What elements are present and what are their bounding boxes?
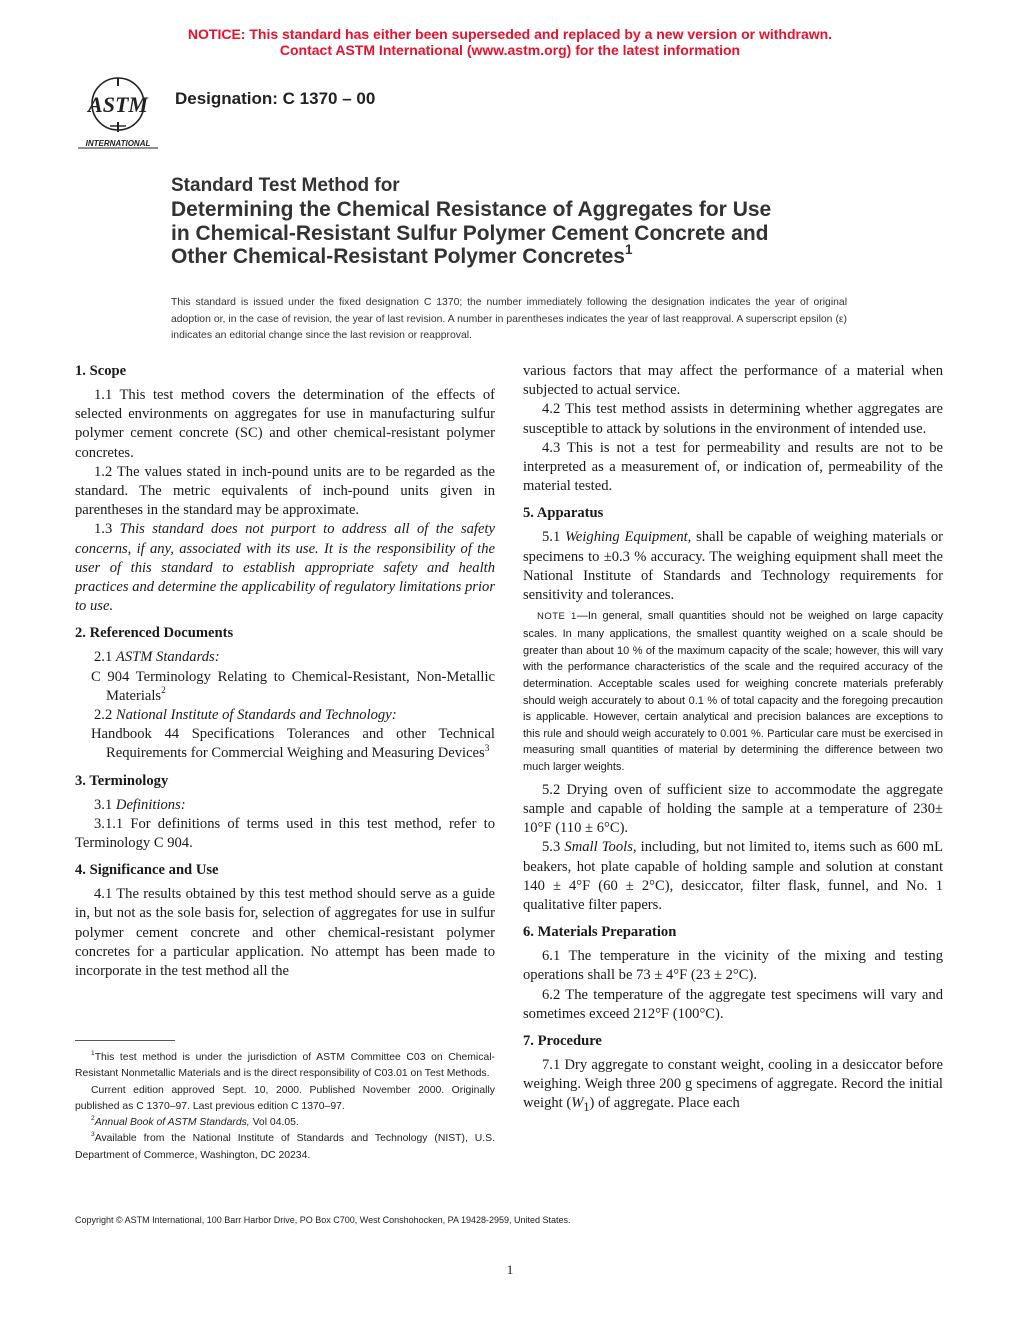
paragraph-4-1: 4.1 The results obtained by this test method should serve as a guide in, but not as the sole basis for, selection of aggregates for use in sulfur polymer cement concrete and other chemical-resistant polymer concretes for a particular application. No attempt has been made to incorporate in the test method all the bbox=[75, 886, 495, 980]
paragraph-5-3-number: 5.3 bbox=[542, 839, 561, 856]
reference-c904-ref: 2 bbox=[161, 686, 166, 697]
logo-subtext: INTERNATIONAL bbox=[85, 139, 151, 148]
reference-handbook-text: Handbook 44 Specifications Tolerances and other Technical Requirements for Commercial Weighing and Measuring Devices bbox=[91, 726, 495, 762]
footnote-3-text: Available from the National Institute of Standards and Technology (NIST), U.S. Department of Commerce, Washington, DC 20234. bbox=[75, 1133, 495, 1161]
title-line-1: Determining the Chemical Resistance of Aggregates for Use bbox=[171, 198, 772, 221]
right-column bbox=[523, 362, 943, 1118]
paragraph-1-1: 1.1 This test method covers the determination of the effects of selected environments on aggregates for use in manufacturing sulfur polymer cement concrete (SC) and other chemical-resistant polymer concretes. bbox=[75, 387, 495, 461]
footnote-1-ref: 1 bbox=[91, 1049, 95, 1057]
designation: Designation: C 1370 – 00 bbox=[175, 89, 376, 108]
section-heading-materials: 6. Materials Preparation bbox=[523, 924, 677, 941]
section-heading-significance: 4. Significance and Use bbox=[75, 862, 219, 879]
paragraph-5-1 bbox=[523, 528, 943, 605]
section-heading-referenced: 2. Referenced Documents bbox=[75, 625, 234, 642]
withdrawal-notice bbox=[0, 26, 1020, 58]
paragraph-1-2: 1.2 The values stated in inch-pound units are to be regarded as the standard. The metric equivalents of inch-pound units given in parentheses in the standard may be approximate. bbox=[75, 463, 495, 519]
paragraph-5-1-text: shall be capable of weighing materials or specimens to ±0.3 % accuracy. The weighing equipment shall meet the National Institute of Standards and Technology requirements for sensitivity and tolerances. bbox=[523, 529, 943, 604]
paragraph-2-1 bbox=[75, 648, 495, 667]
footnote-2-text: Vol 04.05. bbox=[252, 1117, 299, 1129]
paragraph-5-1-term: Weighing Equipment, bbox=[565, 529, 692, 546]
paragraph-1-3-number: 1.3 bbox=[94, 521, 113, 538]
paragraph-4-1-continued: various factors that may affect the performance of a material when subjected to actual service. bbox=[523, 363, 943, 399]
footnote-1 bbox=[75, 1050, 495, 1083]
logo-text: ASTM bbox=[88, 92, 148, 117]
left-column bbox=[75, 362, 495, 981]
footnote-2-title: Annual Book of ASTM Standards, bbox=[94, 1117, 250, 1129]
section-heading-procedure: 7. Procedure bbox=[523, 1033, 602, 1050]
footnotes bbox=[75, 1050, 495, 1164]
paragraph-7-1-subscript: 1 bbox=[583, 1100, 590, 1115]
footnote-3 bbox=[75, 1131, 495, 1164]
paragraph-2-1-title: ASTM Standards: bbox=[115, 649, 220, 666]
paragraph-7-1-variable: W bbox=[571, 1095, 584, 1112]
paragraph-2-2-number: 2.2 bbox=[94, 707, 113, 724]
paragraph-2-2-title: National Institute of Standards and Technology: bbox=[115, 707, 397, 724]
title-line-3-text: Other Chemical-Resistant Polymer Concretes bbox=[171, 245, 625, 268]
footnote-1b: Current edition approved Sept. 10, 2000. Published November 2000. Originally published as C 1370–97. Last previous edition C 1370–97. bbox=[75, 1084, 495, 1112]
paragraph-1-3-text: This standard does not purport to address all of the safety concerns, if any, associated with its use. It is the responsibility of the user of this standard to establish appropriate safety and health practices and determine the applicability of regulatory limitations prior to use. bbox=[75, 521, 495, 615]
paragraph-5-1-number: 5.1 bbox=[542, 529, 561, 546]
reference-handbook bbox=[91, 725, 495, 763]
title-line-2: in Chemical-Resistant Sulfur Polymer Cement Concrete and bbox=[171, 221, 769, 245]
title-footnote-ref: 1 bbox=[624, 241, 633, 257]
title-line-3 bbox=[171, 241, 771, 269]
paragraph-3-1 bbox=[75, 796, 495, 815]
section-heading-scope: 1. Scope bbox=[75, 363, 127, 379]
paragraph-7-1-text-a: 7.1 Dry aggregate to constant weight, cooling in a desiccator before weighing. Weigh three 200 g specimens of aggregate. Record the initial weight ( bbox=[523, 1057, 943, 1112]
note-1-text: —In general, small quantities should not be weighed on large capacity scales. In many applications, the smallest quantity weighed on a scale should be greater than about 10 % of the maximum capacity of the scale; however, this will vary with the performance characteristics of the scale and the required accuracy of the determination. Acceptable scales used for weighing concrete materials preferably should weigh accurately to about 0.1 % of total capacity and the foregoing precaution is applicable. However, certain analytical and precision balances are exceptions to this rule and should weigh accurately to 0.001 %. Particular care must be exercised in measuring small quantities of material by determining the difference between two much larger weights. bbox=[523, 610, 943, 774]
paragraph-3-1-number: 3.1 bbox=[94, 796, 113, 813]
footnote-1-text: This test method is under the jurisdiction of ASTM Committee C03 on Chemical-Resistant Nonmetallic Materials and is the direct responsibility of C03.01 on Test Methods. bbox=[75, 1052, 495, 1080]
notice-line-2: Contact ASTM International (www.astm.org) for the latest information bbox=[279, 42, 741, 58]
paragraph-5-3-term: Small Tools, bbox=[564, 839, 637, 856]
document-title bbox=[171, 174, 771, 269]
paragraph-1-3 bbox=[75, 520, 495, 616]
paragraph-6-2: 6.2 The temperature of the aggregate test specimens will vary and sometimes exceed 212°F (100°C). bbox=[523, 986, 943, 1022]
paragraph-2-1-number: 2.1 bbox=[94, 649, 113, 666]
footnote-divider bbox=[75, 1040, 175, 1041]
paragraph-4-3: 4.3 This is not a test for permeability and results are not to be interpreted as a measurement of, or indication of, permeability of the material tested. bbox=[523, 439, 943, 495]
reference-c904-text: C 904 Terminology Relating to Chemical-Resistant, Non-Metallic Materials bbox=[91, 668, 495, 704]
title-prefix: Standard Test Method for bbox=[171, 175, 400, 196]
note-1 bbox=[523, 608, 943, 776]
footnote-2 bbox=[75, 1115, 495, 1131]
paragraph-5-3-text: including, but not limited to, items such as 600 mL beakers, hot plate capable of holding sample and solution at constant 140 ± 4°F (60 ± 2°C), desiccator, filter flask, funnel, and No. 1 qualitative filter papers. bbox=[523, 839, 943, 914]
paragraph-3-1-1: 3.1.1 For definitions of terms used in this test method, refer to Terminology C 904. bbox=[75, 815, 495, 852]
issued-note: This standard is issued under the fixed designation C 1370; the number immediately following the designation indicates the year of original adoption or, in the case of revision, the year of last revision. A number in parentheses indicates the year of last reapproval. A superscript epsilon (ε) indicates an editorial change since the last revision or reapproval. bbox=[171, 297, 847, 341]
paragraph-5-3 bbox=[523, 838, 943, 915]
footnote-2-ref: 2 bbox=[91, 1115, 95, 1123]
paragraph-7-1 bbox=[523, 1056, 943, 1118]
paragraph-4-2: 4.2 This test method assists in determining whether aggregates are susceptible to attack by solutions in the environment of intended use. bbox=[523, 401, 943, 437]
paragraph-2-2 bbox=[75, 706, 495, 725]
footnote-3-ref: 3 bbox=[91, 1131, 95, 1139]
paragraph-7-1-text-b: ) of aggregate. Place each bbox=[589, 1095, 740, 1112]
astm-logo-icon bbox=[74, 74, 162, 152]
note-1-label: NOTE 1 bbox=[537, 611, 577, 623]
notice-line-1: NOTICE: This standard has either been superseded and replaced by a new version or withdrawn. bbox=[187, 26, 833, 42]
section-heading-terminology: 3. Terminology bbox=[75, 772, 169, 789]
paragraph-6-1: 6.1 The temperature in the vicinity of the mixing and testing operations shall be 73 ± 4°F (23 ± 2°C). bbox=[523, 948, 943, 984]
paragraph-3-1-title: Definitions: bbox=[115, 796, 186, 813]
copyright-line: Copyright © ASTM International, 100 Barr Harbor Drive, PO Box C700, West Conshohocken, PA 19428-2959, United States. bbox=[75, 1215, 571, 1225]
reference-c904 bbox=[91, 668, 495, 706]
section-heading-apparatus: 5. Apparatus bbox=[523, 505, 604, 522]
paragraph-5-2: 5.2 Drying oven of sufficient size to accommodate the aggregate sample and capable of holding the sample at a temperature of 230± 10°F (110 ± 6°C). bbox=[523, 781, 943, 837]
reference-handbook-ref: 3 bbox=[484, 743, 490, 754]
page-number: 1 bbox=[506, 1262, 514, 1277]
